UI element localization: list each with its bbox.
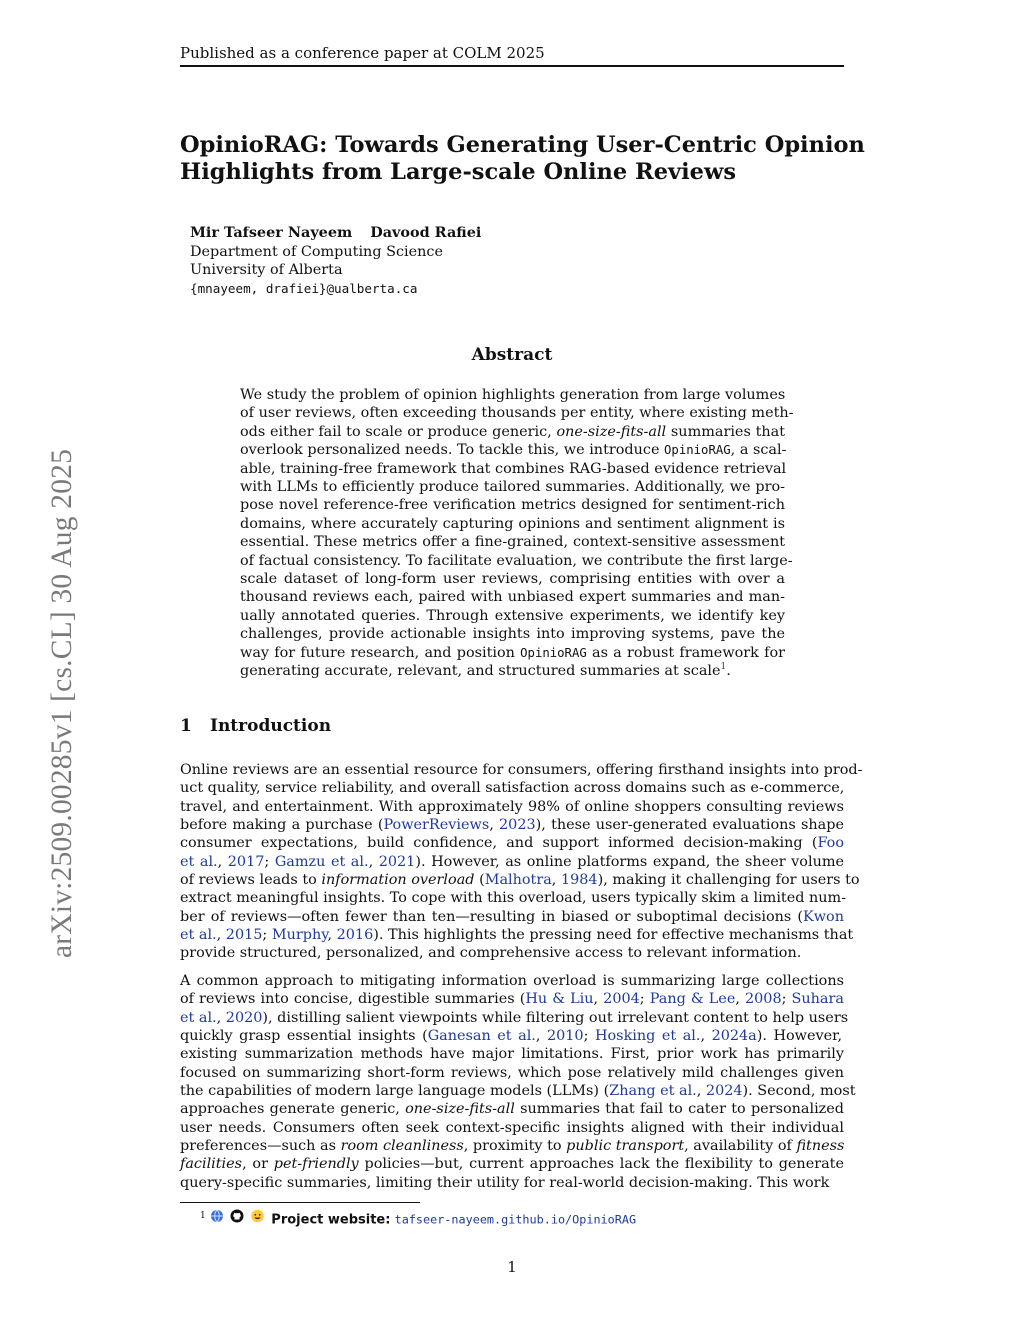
paragraph-line: ber of reviews—often fewer than ten—resulting in biased or suboptimal decisions (Kwon	[180, 908, 844, 925]
citation-link[interactable]: Hu & Liu	[525, 991, 594, 1008]
author-email: {mnayeem, drafiei}@ualberta.ca	[190, 280, 418, 296]
intro-paragraph-2	[180, 972, 856, 1192]
citation-link[interactable]: et al.	[180, 853, 218, 870]
citation-link[interactable]: 2008	[744, 991, 782, 1008]
author-university: University of Alberta	[190, 262, 343, 278]
citation-link[interactable]: Murphy	[271, 927, 328, 944]
citation-link[interactable]: 2021	[378, 853, 416, 870]
citation-link[interactable]: 2024a	[711, 1028, 757, 1045]
abstract-line: domains, where accurately capturing opinions and sentiment alignment is	[240, 515, 785, 532]
intro-paragraph-1	[180, 761, 863, 963]
abstract-line: able, training-free framework that combines RAG-based evidence retrieval	[240, 460, 787, 477]
paragraph-line: existing summarization methods have major limitations. First, prior work has primarily	[180, 1046, 844, 1063]
paper-title	[180, 132, 865, 186]
paragraph-line: approaches generate generic, one-size-fits-all summaries that fail to cater to personalized	[180, 1101, 844, 1118]
abstract-body	[240, 386, 794, 681]
paragraph-line: extract meaningful insights. To cope with this overload, users typically skim a limited num-	[180, 890, 847, 907]
paragraph-line: focused on summarizing short-form reviews, which pose relatively mild challenges given	[180, 1064, 844, 1081]
citation-link[interactable]: 2004	[603, 991, 640, 1008]
citation-link[interactable]: Hosking et al.	[594, 1028, 701, 1045]
github-icon[interactable]	[230, 1209, 244, 1230]
paragraph-line: travel, and entertainment. With approximately 98% of online shoppers consulting reviews	[180, 798, 844, 815]
citation-link[interactable]: 2017	[227, 853, 265, 870]
citation-link[interactable]: 2023	[499, 817, 536, 834]
paragraph-line: user needs. Consumers often seek context-specific insights aligned with their individual	[180, 1119, 844, 1136]
footnote-label: Project website:	[271, 1212, 391, 1228]
paragraph-line: consumer expectations, build confidence, and support informed decision-making (Foo	[180, 835, 844, 852]
section-number: 1	[180, 716, 192, 736]
abstract-line: We study the problem of opinion highlights generation from large volumes	[240, 387, 786, 403]
paragraph-line: before making a purchase (PowerReviews, 2023), these user-generated evaluations shape	[180, 817, 844, 834]
header-rule	[180, 65, 844, 67]
author-block	[190, 224, 790, 298]
footnote-ref[interactable]: 1	[720, 662, 727, 673]
paragraph-line: uct quality, service reliability, and overall satisfaction across domains such as e-commerce,	[180, 780, 845, 797]
citation-link[interactable]: Foo	[817, 835, 844, 852]
abstract-line: ually annotated queries. Through extensive experiments, we identify key	[240, 607, 785, 624]
paragraph-line: of reviews into concise, digestible summaries (Hu & Liu, 2004; Pang & Lee, 2008; Suhara	[180, 991, 844, 1008]
title-line: Highlights from Large-scale Online Reviews	[180, 159, 736, 185]
paragraph-line: et al., 2015; Murphy, 2016). This highlights the pressing need for effective mechanisms that	[180, 927, 854, 944]
globe-icon[interactable]	[210, 1209, 224, 1230]
citation-link[interactable]: 2010	[546, 1028, 584, 1045]
abstract-line: of user reviews, often exceeding thousands per entity, where existing meth-	[240, 405, 794, 422]
abstract-heading: Abstract	[471, 345, 553, 365]
citation-link[interactable]: Suhara	[791, 991, 844, 1008]
citation-link[interactable]: 2015	[225, 927, 263, 944]
abstract-line: essential. These metrics offer a fine-grained, context-sensitive assessment	[240, 534, 785, 551]
title-line: OpinioRAG: Towards Generating User-Centric Opinion	[180, 132, 865, 158]
paragraph-line: et al., 2020), distilling salient viewpoints while filtering out irrelevant content to help users	[180, 1009, 849, 1026]
author-name: Davood Rafiei	[370, 224, 482, 241]
citation-link[interactable]: Pang & Lee	[649, 991, 736, 1008]
author-department: Department of Computing Science	[190, 243, 443, 260]
paragraph-line: of reviews leads to information overload (Malhotra, 1984), making it challenging for users to	[180, 872, 860, 889]
abstract-line: of factual consistency. To facilitate evaluation, we contribute the first large-	[240, 552, 793, 569]
abstract-line: challenges, provide actionable insights into improving systems, pave the	[240, 626, 785, 643]
author-name: Mir Tafseer Nayeem	[190, 224, 353, 241]
abstract-line: with LLMs to efficiently produce tailored summaries. Additionally, we pro-	[240, 479, 785, 496]
abstract-line: ods either fail to scale or produce generic, one-size-fits-all summaries that	[240, 423, 785, 440]
citation-link[interactable]: Zhang et al.	[609, 1083, 697, 1100]
footnote-rule	[180, 1202, 420, 1203]
citation-link[interactable]: PowerReviews	[383, 817, 490, 834]
paragraph-line: quickly grasp essential insights (Ganesan et al., 2010; Hosking et al., 2024a). However,	[180, 1028, 843, 1045]
paragraph-line: et al., 2017; Gamzu et al., 2021). However, as online platforms expand, the sheer volume	[180, 853, 844, 870]
citation-link[interactable]: et al.	[180, 927, 217, 944]
author-names	[190, 224, 790, 243]
paragraph-line: Online reviews are an essential resource for consumers, offering firsthand insights into prod-	[180, 762, 863, 778]
footnote	[200, 1206, 636, 1230]
paragraph-line: facilities, or pet-friendly policies—but, current approaches lack the flexibility to generate	[180, 1156, 844, 1173]
citation-link[interactable]: Gamzu et al.	[274, 853, 369, 870]
abstract-line: overlook personalized needs. To tackle this, we introduce OpinioRAG, a scal-	[240, 442, 787, 459]
paragraph-line: provide structured, personalized, and comprehensive access to relevant information.	[180, 945, 802, 962]
citation-link[interactable]: Kwon	[802, 908, 844, 925]
footnote-mark: 1	[200, 1211, 206, 1221]
page-number: 1	[507, 1258, 517, 1276]
abstract-line: thousand reviews each, paired with unbiased expert summaries and man-	[240, 589, 785, 606]
citation-link[interactable]: 2016	[336, 927, 374, 944]
project-website-link[interactable]: tafseer-nayeem.github.io/OpinioRAG	[394, 1212, 637, 1227]
paragraph-line: preferences—such as room cleanliness, proximity to public transport, availability of fitness	[180, 1138, 845, 1155]
arxiv-stamp: arXiv:2509.00285v1 [cs.CL] 30 Aug 2025	[46, 448, 78, 958]
paragraph-line: A common approach to mitigating information overload is summarizing large collections	[180, 973, 844, 989]
section-title: Introduction	[210, 716, 332, 736]
abstract-line: scale dataset of long-form user reviews, comprising entities with over a	[240, 571, 785, 588]
section-heading-introduction	[180, 716, 844, 736]
citation-link[interactable]: 1984	[560, 872, 598, 889]
paragraph-line: the capabilities of modern large language models (LLMs) (Zhang et al., 2024). Second, most	[180, 1083, 856, 1100]
citation-link[interactable]: 2024	[705, 1083, 743, 1100]
citation-link[interactable]: 2020	[225, 1009, 263, 1026]
abstract-line: way for future research, and position OpinioRAG as a robust framework for	[240, 644, 785, 661]
paragraph-line: query-specific summaries, limiting their utility for real-world decision-making. This work	[180, 1174, 830, 1191]
citation-link[interactable]: et al.	[180, 1009, 217, 1026]
huggingface-icon[interactable]	[250, 1209, 265, 1230]
citation-link[interactable]: Ganesan et al.	[427, 1028, 536, 1045]
citation-link[interactable]: Malhotra	[484, 872, 552, 889]
abstract-line: pose novel reference-free verification metrics designed for sentiment-rich	[240, 497, 785, 514]
venue-header: Published as a conference paper at COLM 2025	[180, 44, 545, 62]
abstract-line: generating accurate, relevant, and structured summaries at scale$^1$.	[240, 662, 731, 680]
